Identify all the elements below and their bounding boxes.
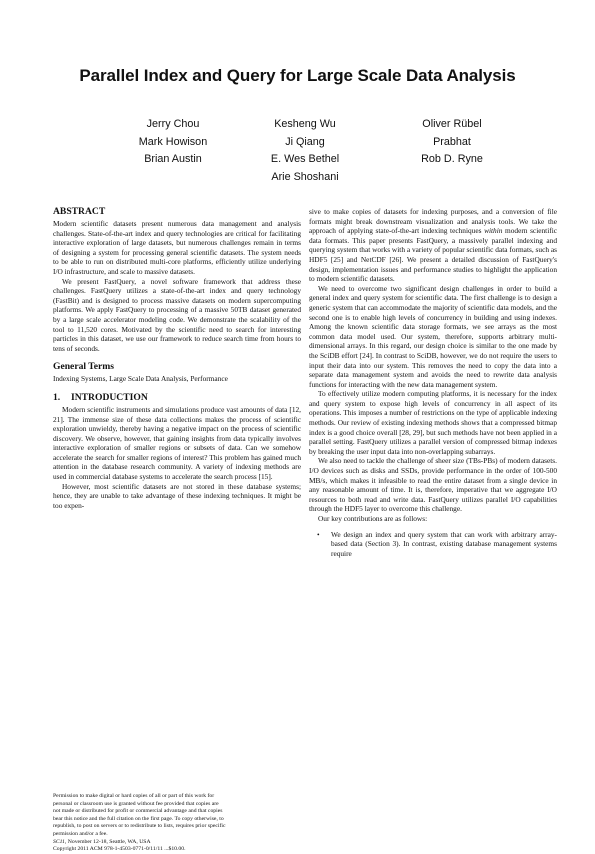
intro-paragraph-continued: [309, 207, 557, 284]
section-title: INTRODUCTION: [71, 391, 148, 403]
author-name: Kesheng Wu: [274, 118, 336, 130]
list-item-text: We design an index and query system that can work with arbitrary array-based data (Section 3). In contrast, existing database management systems require: [331, 529, 557, 558]
list-item: [309, 530, 557, 559]
footnote-line: permission and/or a fee.: [53, 830, 108, 837]
author-name: Rob D. Ryne: [421, 153, 483, 165]
intro-paragraph: We also need to tackle the challenge of sheer size (TBs-PBs) of modern datasets. I/O devices such as disks and SSDs, provide performance in the order of 100-500 MB/s, which makes it infeasible to read the entire dataset from a single device in any reasonable amount of time. It is, therefore, imperative that we aggregate I/O resources to both read and write data. FastQuery utilizes parallel I/O capabilities through the HDF5 layer to overcome this challenge.: [309, 456, 557, 514]
abstract-paragraph: Modern scientific datasets present numerous data management and analysis challenges. State-of-the-art index and query technologies are critical for facilitating interactive exploration of large datasets, but numerous challenges remain in terms of designing a system for processing general scientific datasets. The system needs to be able to run on distributed multi-core platforms, efficiently utilize underlying I/O infrastructure, and scale to massive datasets.: [53, 219, 301, 276]
general-terms-heading: General Terms: [53, 361, 115, 373]
contribution-list: [309, 530, 557, 559]
author-column-3: [367, 116, 537, 169]
emphasis-text: within: [484, 226, 503, 236]
footnote-line: republish, to post on servers or to redistribute to lists, requires prior specific: [53, 823, 226, 830]
abstract-paragraph: We present FastQuery, a novel software framework that address these challenges. FastQuery utilizes a state-of-the-art index and query technology (FastBit) and is designed to process massive datasets on modern supercomputing platforms. We apply FastQuery to processing of a massive 50TB dataset generated by a large scale accelerator modeling code. We demonstrate the scalability of the tool to 11,520 cores. Motivated by the scientific need to search for interesting particles in this dataset, we use our framework to reduce search time from hours to tens of seconds.: [53, 276, 301, 353]
intro-paragraph: However, most scientific datasets are not stored in these database systems; hence, they are unable to take advantage of these indexing techniques. It might be too expen-: [53, 481, 301, 510]
footnote-line: not made or distributed for profit or commercial advantage and that copies: [53, 808, 223, 815]
left-column: [53, 206, 301, 510]
author-name: Ji Qiang: [285, 135, 325, 148]
venue-details: November 12-18, Seattle, WA, USA: [67, 838, 151, 845]
right-column: [309, 207, 557, 558]
author-name: Prabhat: [433, 135, 471, 148]
venue-name: SC11,: [53, 838, 67, 845]
abstract-heading: ABSTRACT: [53, 206, 106, 217]
intro-paragraph: To effectively utilize modern computing platforms, it is necessary for the index and query system to expose high levels of concurrency in all aspect of its operations. This imposes a number of restrictions on the type of applicable indexing methods. Our review of existing indexing methods shows that a compressed bitmap index is a good choice overall [28, 29], but such methods have not been applied in a parallel setting. FastQuery utilizes a parallel version of compressed bitmap indexes by breaking the user input data into non-overlapping subarrays.: [309, 389, 557, 456]
author-name: Jerry Chou: [146, 118, 200, 130]
footnote-line: bear this notice and the full citation on the first page. To copy otherwise, to: [53, 815, 224, 822]
intro-paragraph: Our key contributions are as follows:: [318, 514, 428, 523]
footnote-line: personal or classroom use is granted without fee provided that copies are: [53, 800, 219, 807]
venue-line: [53, 839, 301, 847]
section-number: 1.: [53, 391, 61, 403]
intro-continued-text-a: sive to make copies of datasets for indexing purposes, and a conversion of file formats might break downstream visualization and analysis tools. We take the approach of applying state-of-the-art indexing techniques: [309, 207, 557, 236]
general-terms-text: Indexing Systems, Large Scale Data Analysis, Performance: [53, 374, 228, 384]
intro-paragraph: Modern scientific instruments and simulations produce vast amounts of data [12, 21]. The immense size of these data collections makes the process of scientific exploration unwieldy, thereby having a negative impact on the process of scientific discovery. We observe, however, that gaining insights from data typically involves interactive exploration of smaller regions or subsets of data. Can we somehow accelerate the search for smaller regions of interest? This problem has gained much attention in the database research community. A variety of indexing methods are used in commercial database systems to accelerate the search process [15].: [53, 404, 301, 482]
intro-continued-text-b: modern scientific data formats. This paper presents FastQuery, a massively parallel indexing and querying system that works with a variety of popular scientific data formats, such as HDF5 [25] and NetCDF [26]. We present a detailed discussion of FastQuery's design, implementation issues and performance studies to highlight the application to modern scientific datasets.: [309, 226, 557, 284]
author-name: Arie Shoshani: [271, 170, 339, 183]
footnote-line: Permission to make digital or hard copies of all or part of this work for: [53, 793, 215, 799]
author-name: Mark Howison: [138, 135, 208, 148]
author-name: Brian Austin: [144, 153, 202, 165]
author-name: E. Wes Bethel: [270, 153, 340, 165]
bullet-icon: •: [317, 529, 320, 539]
author-name: Oliver Rübel: [422, 118, 482, 130]
introduction-heading: [53, 392, 301, 404]
copyright-line: Copyright 2011 ACM 978-1-4503-0771-0/11/11 ...$10.00.: [53, 846, 186, 853]
copyright-footnote: [53, 793, 301, 854]
author-column-2: [220, 116, 390, 186]
paper-title: Parallel Index and Query for Large Scale Data Analysis: [79, 66, 516, 85]
intro-paragraph: We need to overcome two significant design challenges in order to build a general index and query system for scientific data. The first challenge is to design a generic system that can accommodate the majority of scientific data models, and the second one is to enable high levels of concurrency in building and using indexes. Among the known scientific data storage formats, we see arrays as the most common data model used. Our system, therefore, supports arbitrary multi-dimensional arrays. In this regard, our design choice is similar to the one made by the SciDB effort [24]. In contrast to SciDB, however, we do not require the users to input their data into our system. This removes the need to copy the data into a separate data management system and avoids the need to rewrite data analysis functions for interacting with the new data management system.: [309, 283, 557, 389]
